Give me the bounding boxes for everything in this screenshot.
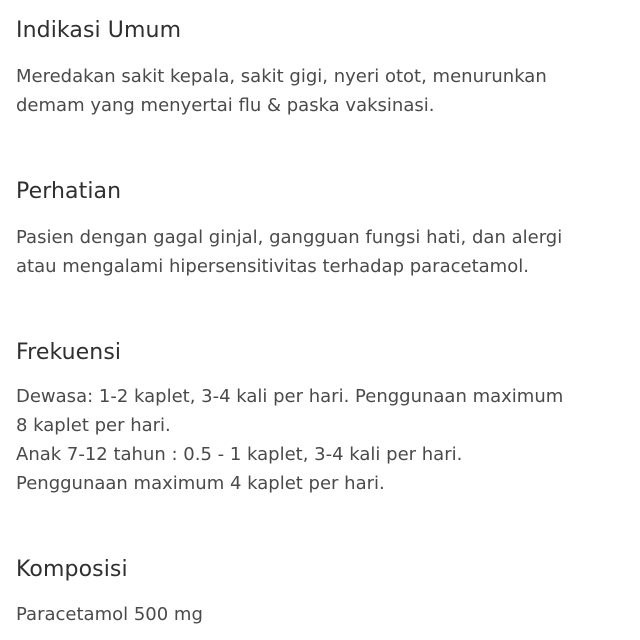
section-title: Perhatian [16, 179, 122, 204]
section-komposisi [16, 0, 616, 640]
section-body-line: Penggunaan maximum 4 kaplet per hari. [16, 473, 385, 494]
section-body-line: Dewasa: 1-2 kaplet, 3-4 kali per hari. Penggunaan maximum [16, 386, 564, 407]
section-body [16, 600, 203, 629]
section-body-line: 8 kaplet per hari. [16, 415, 171, 436]
section-body-line: Pasien dengan gagal ginjal, gangguan fungsi hati, dan alergi [16, 227, 563, 248]
section-body-line: atau mengalami hipersensitivitas terhadap paracetamol. [16, 256, 529, 277]
section-body-line: Anak 7-12 tahun : 0.5 - 1 kaplet, 3-4 kali per hari. [16, 444, 463, 465]
section-body-line: Paracetamol 500 mg [16, 604, 203, 625]
section-body-line: demam yang menyertai flu & paska vaksinasi. [16, 95, 435, 116]
section-title: Indikasi Umum [16, 18, 182, 43]
section-title: Komposisi [16, 557, 128, 582]
section-title: Frekuensi [16, 340, 122, 365]
section-body-line: Meredakan sakit kepala, sakit gigi, nyeri otot, menurunkan [16, 66, 547, 87]
